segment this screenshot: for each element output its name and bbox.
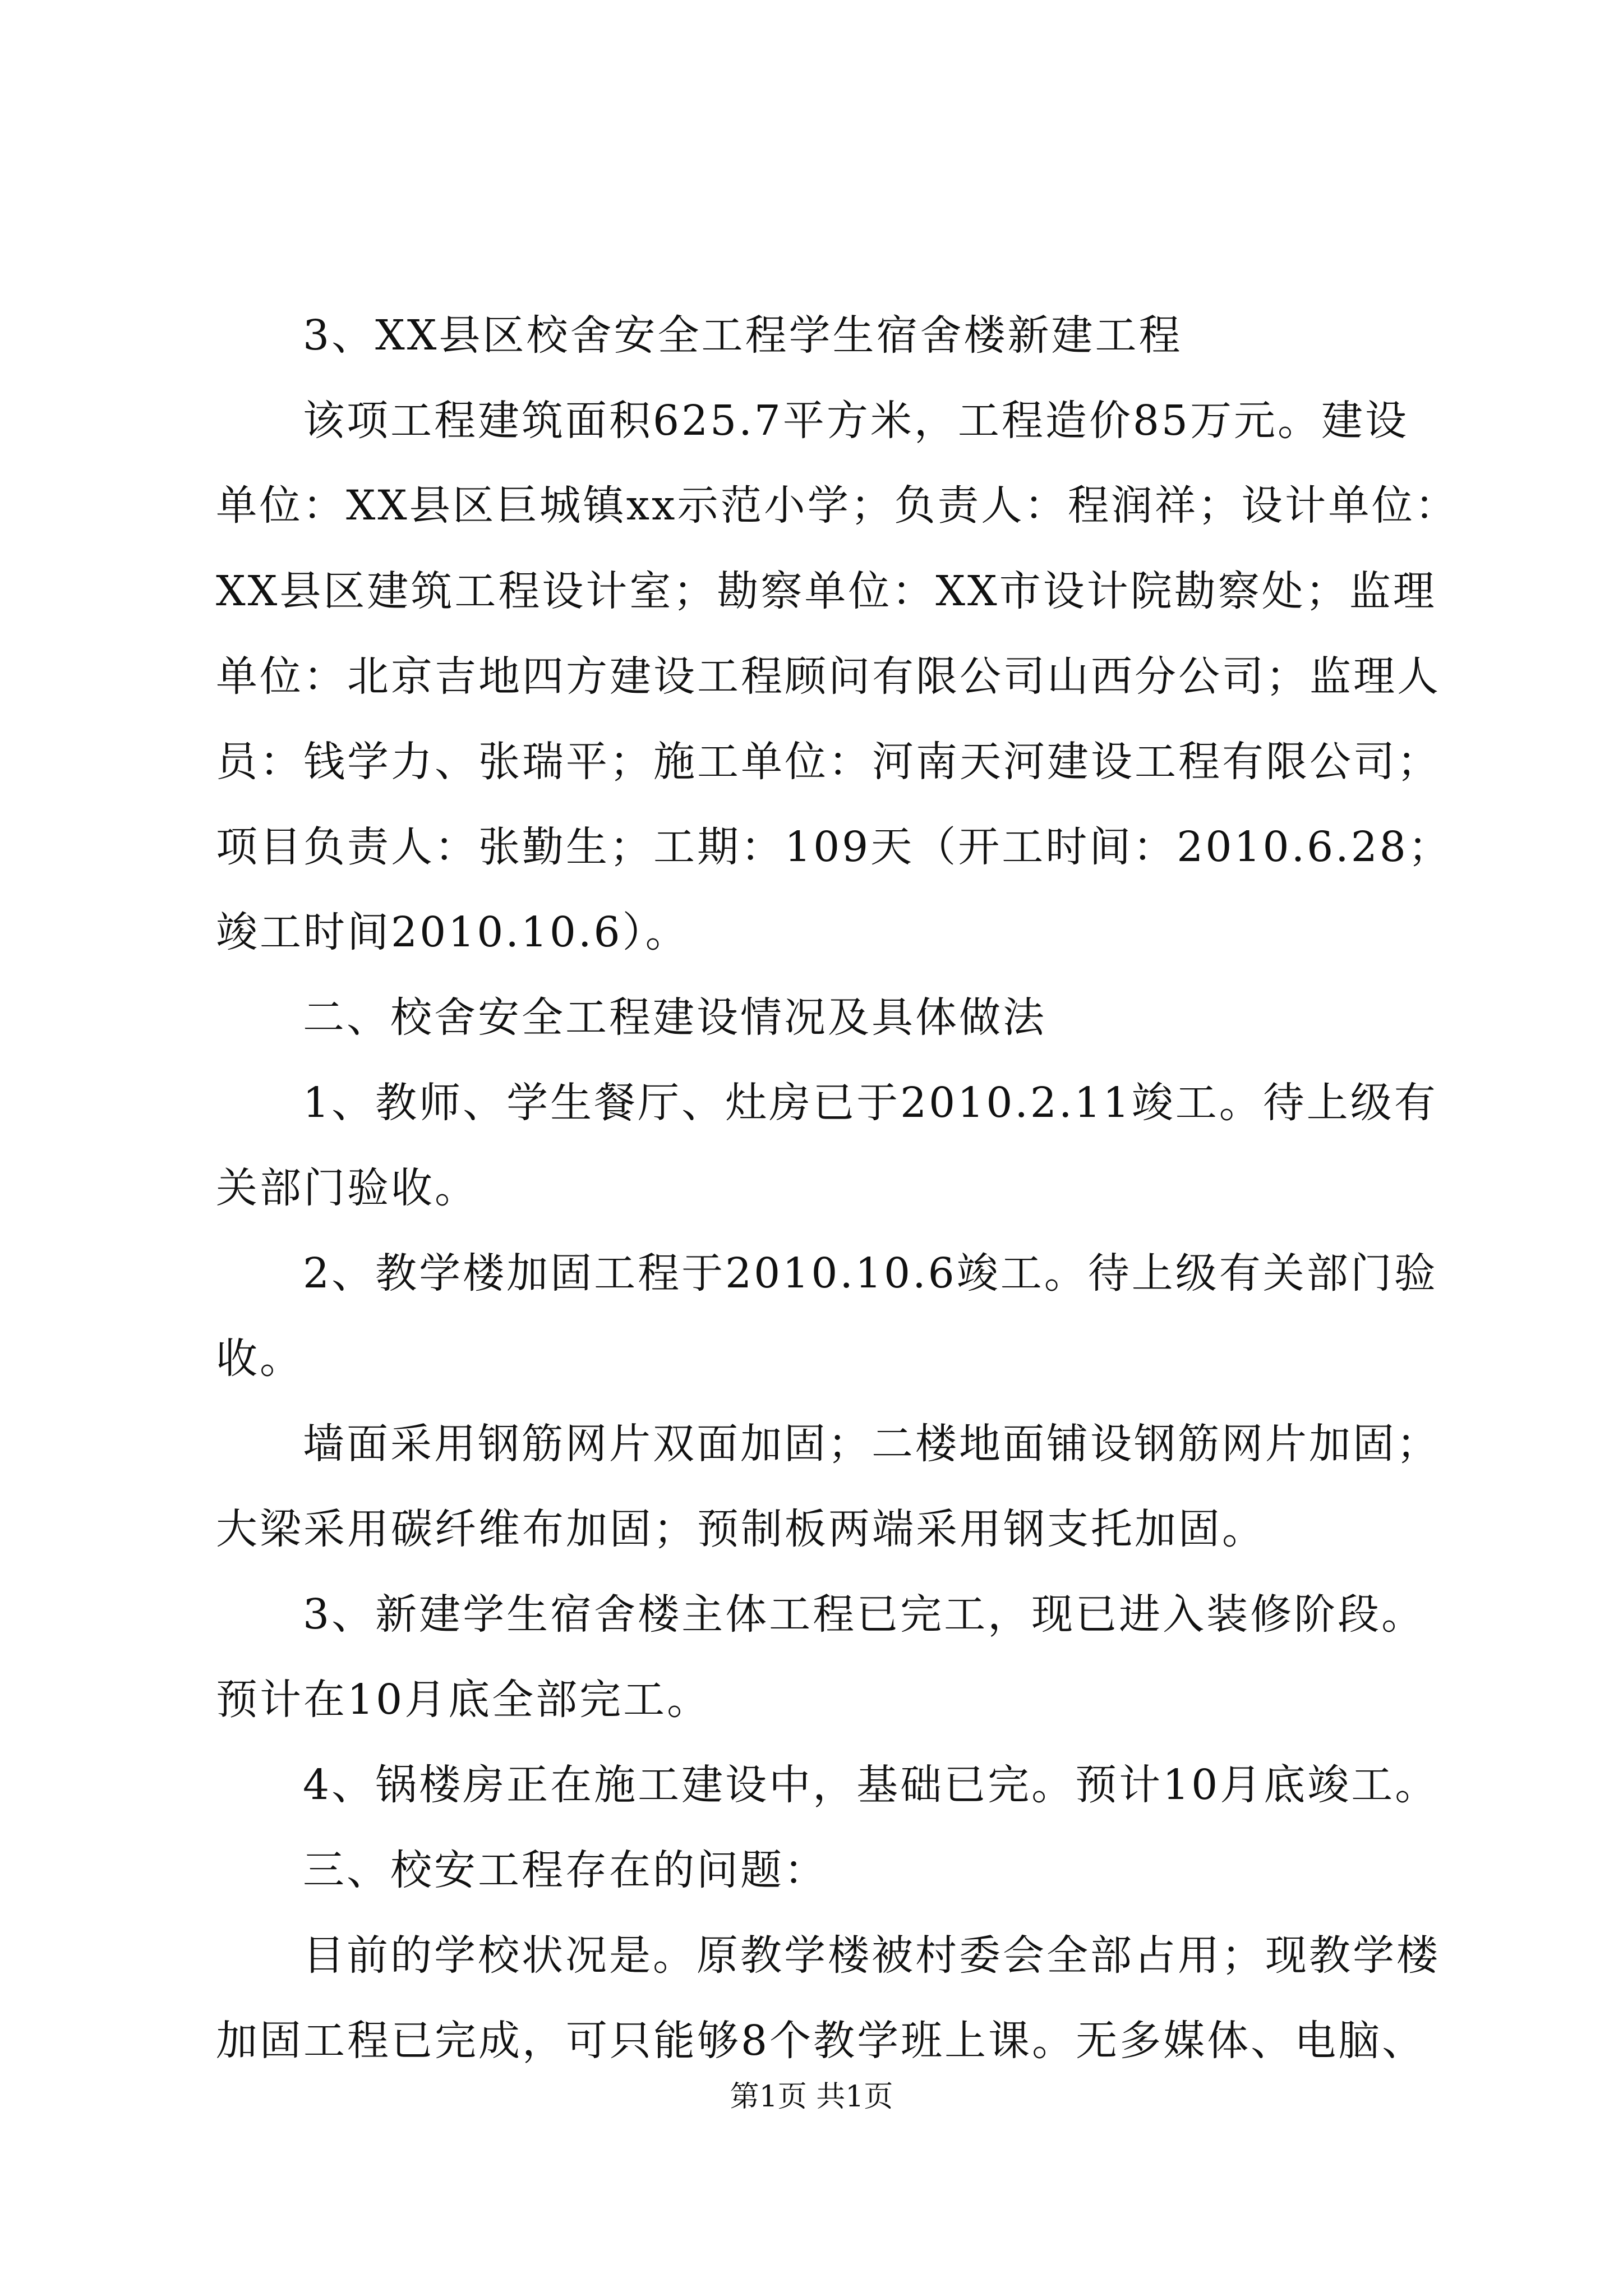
- text-line: 3、新建学生宿舍楼主体工程已完工，现已进入装修阶段。: [303, 1590, 1426, 1639]
- text-line: 关部门验收。: [216, 1164, 478, 1212]
- text-line: 竣工时间2010.10.6）。: [216, 908, 689, 956]
- text-line: 项目负责人：张勤生；工期：109天（开工时间：2010.6.28；: [216, 823, 1452, 871]
- text-line: 墙面采用钢筋网片双面加固；二楼地面铺设钢筋网片加固；: [303, 1420, 1440, 1468]
- text-line: 1、教师、学生餐厅、灶房已于2010.2.11竣工。待上级有: [303, 1079, 1438, 1127]
- text-line: 2、教学楼加固工程于2010.10.6竣工。待上级有关部门验: [303, 1249, 1438, 1297]
- section-heading: 二、校舍安全工程建设情况及具体做法: [303, 993, 1046, 1042]
- text-line: 单位：北京吉地四方建设工程顾问有限公司山西分公司；监理人: [216, 652, 1441, 701]
- text-line: 加固工程已完成，可只能够8个教学班上课。无多媒体、电脑、: [216, 2017, 1426, 2065]
- text-line: 大梁采用碳纤维布加固；预制板两端采用钢支托加固。: [216, 1505, 1266, 1553]
- text-line: 收。: [216, 1335, 303, 1383]
- text-line: XX县区建筑工程设计室；勘察单位：XX市设计院勘察处；监理: [216, 567, 1437, 615]
- text-line: 该项工程建筑面积625.7平方米，工程造价85万元。建设: [303, 397, 1409, 445]
- text-line: 员：钱学力、张瑞平；施工单位：河南天河建设工程有限公司；: [216, 738, 1441, 786]
- text-line: 目前的学校状况是。原教学楼被村委会全部占用；现教学楼: [303, 1931, 1440, 1980]
- text-line: 预计在10月底全部完工。: [216, 1676, 711, 1724]
- page-footer: 第1页 共1页: [730, 2080, 893, 2114]
- text-line: 4、锅楼房正在施工建设中，基础已完。预计10月底竣工。: [303, 1761, 1439, 1809]
- text-line: 3、XX县区校舍安全工程学生宿舍楼新建工程: [303, 311, 1183, 360]
- section-heading: 三、校安工程存在的问题：: [303, 1846, 828, 1894]
- text-line: 单位：XX县区巨城镇xx示范小学；负责人：程润祥；设计单位：: [216, 482, 1459, 530]
